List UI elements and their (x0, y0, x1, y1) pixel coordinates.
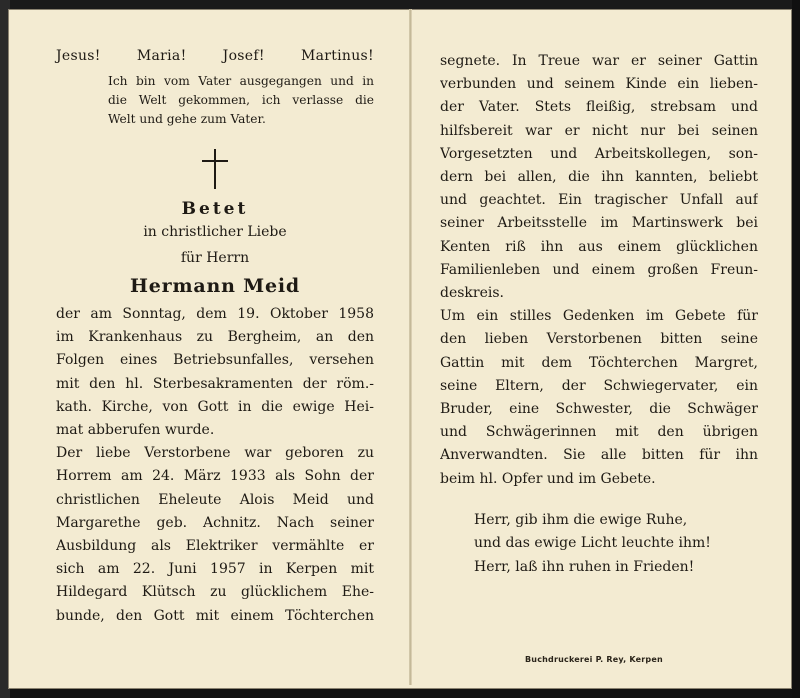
verse-line: Welt und gehe zum Vater. (108, 112, 266, 126)
body-line: Vorgesetzten und Arbeitskollegen, son- (440, 145, 758, 162)
body-line: christlichen Eheleute Alois Meid und (56, 491, 374, 508)
body-line: Bruder, eine Schwester, die Schwäger (440, 401, 758, 418)
closing-prayer (474, 509, 758, 580)
prayer-line: Herr, gib ihm die ewige Ruhe, (474, 511, 688, 528)
invocation-line (56, 48, 374, 64)
invocation-maria: Maria! (136, 48, 187, 64)
body-line: Der liebe Verstorbene war geboren zu (56, 445, 374, 462)
body-line: Um ein stilles Gedenken im Gebete für (440, 308, 758, 325)
body-line: seiner Arbeitsstelle im Martinswerk bei (440, 215, 758, 232)
invocation-jesus: Jesus! (56, 48, 101, 64)
body-line: den lieben Verstorbenen bitten seine (440, 331, 758, 348)
body-line: und Schwägerinnen mit den übrigen (440, 424, 758, 441)
verse-line: Ich bin vom Vater ausgegangen und in (108, 74, 374, 88)
body-line: Hildegard Klütsch zu glücklichem Ehe- (56, 584, 374, 601)
body-line: Ausbildung als Elektriker vermählte er (56, 538, 374, 555)
invocation-josef: Josef! (222, 48, 265, 64)
prayer-line: und das ewige Licht leuchte ihm! (474, 535, 711, 552)
body-line: kath. Kirche, von Gott in die ewige Hei- (56, 398, 374, 415)
body-line: segnete. In Treue war er seiner Gattin (440, 53, 758, 69)
printer-credit: Buchdruckerei P. Rey, Kerpen (525, 655, 663, 664)
body-line: Gattin mit dem Töchterchen Margret, (440, 354, 758, 371)
body-line: Horrem am 24. März 1933 als Sohn der (56, 468, 374, 485)
body-line: Kenten riß ihn aus einem glücklichen (440, 238, 758, 255)
body-line: und geachtet. Ein tragischer Unfall auf (440, 192, 758, 209)
right-panel (440, 50, 758, 579)
body-line: Folgen eines Betriebsunfalles, versehen (56, 352, 374, 369)
scan-border-right (792, 0, 800, 698)
deceased-name: Hermann Meid (130, 275, 300, 297)
cross-icon (200, 149, 230, 189)
body-line: seine Eltern, der Schwiegervater, ein (440, 377, 758, 394)
body-line: Margarethe geb. Achnitz. Nach seiner (56, 514, 374, 531)
body-line: der am Sonntag, dem 19. Oktober 1958 (56, 306, 374, 322)
body-line: beim hl. Opfer und im Gebete. (440, 470, 656, 487)
body-line: dern bei allen, die ihn kannten, beliebt (440, 169, 758, 186)
invocation-martinus: Martinus! (300, 48, 374, 64)
body-line: sich am 22. Juni 1957 in Kerpen mit (56, 561, 374, 578)
body-line: verbunden und seinem Kinde ein lieben- (440, 76, 758, 93)
bible-verse (108, 72, 374, 129)
left-panel (56, 48, 374, 628)
line-christian-love: in christlicher Liebe (143, 224, 287, 240)
line-for-mister: für Herrn (180, 250, 250, 266)
body-line: mit den hl. Sterbesakramenten der röm.- (56, 375, 374, 392)
body-line: mat abberufen wurde. (56, 422, 215, 439)
left-body-text (56, 303, 374, 628)
body-line: deskreis. (440, 285, 505, 302)
body-line: im Krankenhaus zu Bergheim, an den (56, 329, 374, 346)
prayer-line: Herr, laß ihn ruhen in Frieden! (474, 558, 695, 575)
right-body-text (440, 50, 758, 491)
heading-betet: Betet (181, 199, 249, 219)
body-line: Anverwandten. Sie alle bitten für ihn (440, 447, 758, 464)
body-line: hilfsbereit war er nicht nur bei seinen (440, 122, 758, 139)
card-fold (409, 9, 412, 685)
body-line: bunde, den Gott mit einem Töchterchen (56, 607, 374, 624)
body-line: Familienleben und einem großen Freun- (440, 261, 758, 278)
verse-line: die Welt gekommen, ich verlasse die (108, 93, 374, 107)
body-line: der Vater. Stets fleißig, strebsam und (440, 99, 758, 116)
